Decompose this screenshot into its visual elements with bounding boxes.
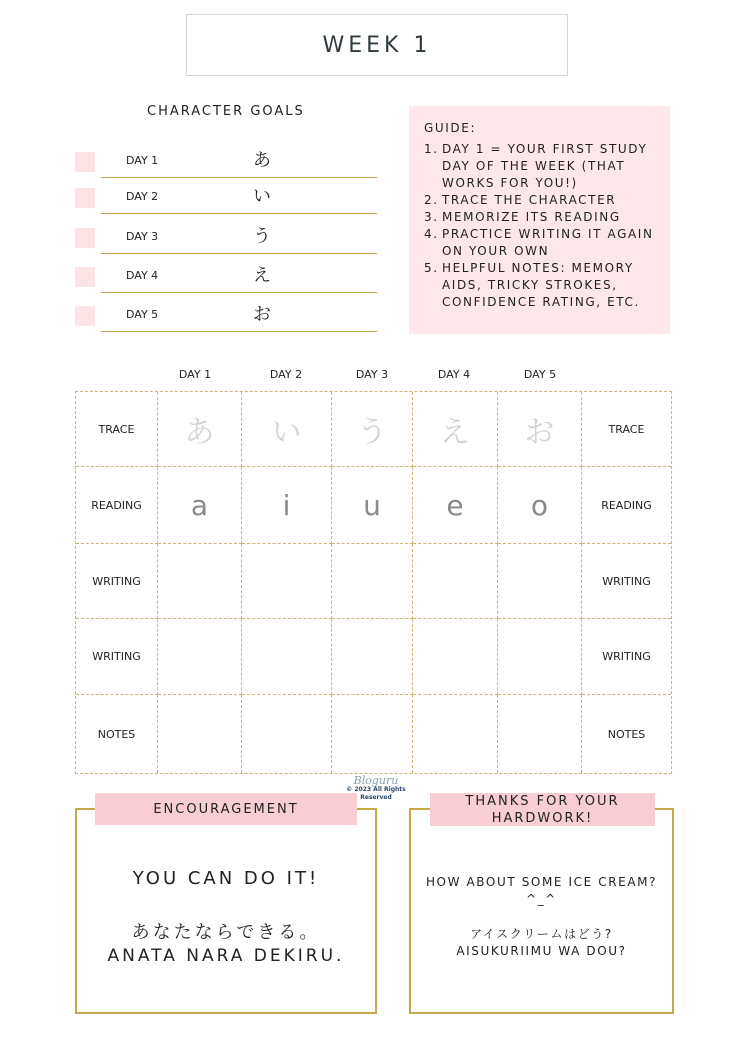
goal-character: い	[253, 186, 271, 207]
row-label-left: TRACE	[76, 392, 158, 467]
goal-character: あ	[253, 150, 271, 171]
reading-cell: i	[242, 467, 332, 544]
encouragement-card	[75, 808, 377, 1014]
guide-item-number: 5.	[424, 261, 439, 275]
table-column-header: DAY 3	[355, 368, 389, 381]
practice-table	[75, 391, 672, 774]
thanks-line: HOW ABOUT SOME ICE CREAM?	[425, 875, 658, 889]
notes-cell[interactable]	[413, 695, 498, 773]
writing-cell[interactable]	[158, 544, 242, 619]
encouragement-romaji: ANATA NARA DEKIRU.	[107, 946, 345, 966]
thanks-card	[409, 808, 674, 1014]
encouragement-japanese: あなたならできる。	[131, 922, 321, 943]
writing-cell[interactable]	[242, 544, 332, 619]
goal-row	[75, 302, 377, 332]
guide-item-number: 2.	[424, 193, 439, 207]
reading-cell: a	[158, 467, 242, 544]
goal-row	[75, 148, 377, 178]
row-label-right: WRITING	[582, 619, 671, 695]
goal-row	[75, 263, 377, 293]
table-column-header: DAY 1	[178, 368, 212, 381]
trace-cell[interactable]: え	[413, 392, 498, 467]
thanks-emoticon: ^_^	[526, 892, 557, 906]
row-label-left: WRITING	[76, 544, 158, 619]
reading-cell: e	[413, 467, 498, 544]
guide-item-text: PRACTICE WRITING IT AGAIN ON YOUR OWN	[442, 227, 654, 258]
copyright-text: © 2023 All Rights Reserved	[346, 786, 406, 801]
row-label-right: WRITING	[582, 544, 671, 619]
page-title: WEEK 1	[186, 14, 568, 76]
reading-cell: o	[498, 467, 582, 544]
writing-cell[interactable]	[498, 544, 582, 619]
goal-checkbox[interactable]	[75, 306, 95, 326]
notes-cell[interactable]	[498, 695, 582, 773]
trace-cell[interactable]: う	[332, 392, 413, 467]
guide-title: GUIDE:	[424, 121, 477, 135]
trace-cell[interactable]: あ	[158, 392, 242, 467]
guide-item-number: 4.	[424, 227, 439, 241]
encouragement-tab: ENCOURAGEMENT	[95, 793, 357, 825]
guide-item-number: 3.	[424, 210, 439, 224]
row-label-left: READING	[76, 467, 158, 544]
goal-checkbox[interactable]	[75, 267, 95, 287]
row-label-right: TRACE	[582, 392, 671, 467]
writing-cell[interactable]	[332, 619, 413, 695]
goal-underline	[101, 292, 377, 293]
guide-item-text: DAY 1 = YOUR FIRST STUDY DAY OF THE WEEK (THAT WORKS FOR YOU!)	[442, 142, 648, 190]
writing-cell[interactable]	[413, 544, 498, 619]
goal-character: う	[253, 226, 271, 247]
goal-day-label: DAY 4	[126, 269, 159, 282]
goal-underline	[101, 331, 377, 332]
notes-cell[interactable]	[242, 695, 332, 773]
notes-cell[interactable]	[158, 695, 242, 773]
guide-item	[424, 260, 656, 311]
goal-day-label: DAY 1	[126, 154, 159, 167]
notes-cell[interactable]	[332, 695, 413, 773]
thanks-romaji: AISUKURIIMU WA DOU?	[456, 944, 627, 958]
row-label-right: READING	[582, 467, 671, 544]
reading-cell: u	[332, 467, 413, 544]
watermark-logo: Bloguru	[353, 774, 399, 787]
goal-checkbox[interactable]	[75, 152, 95, 172]
thanks-japanese: アイスクリームはどう?	[470, 927, 613, 941]
trace-cell[interactable]: い	[242, 392, 332, 467]
guide-item	[424, 192, 656, 209]
goal-day-label: DAY 3	[126, 230, 159, 243]
goal-row	[75, 184, 377, 214]
writing-cell[interactable]	[498, 619, 582, 695]
goal-checkbox[interactable]	[75, 188, 95, 208]
guide-list	[424, 141, 656, 311]
guide-panel	[409, 106, 670, 334]
writing-cell[interactable]	[242, 619, 332, 695]
guide-item-text: TRACE THE CHARACTER	[442, 193, 617, 207]
character-goals-heading: CHARACTER GOALS	[147, 104, 305, 119]
trace-cell[interactable]: お	[498, 392, 582, 467]
table-column-header: DAY 5	[523, 368, 557, 381]
goal-day-label: DAY 2	[126, 190, 159, 203]
goal-underline	[101, 177, 377, 178]
guide-item-number: 1.	[424, 142, 439, 156]
goal-row	[75, 224, 377, 254]
guide-item-text: HELPFUL NOTES: MEMORY AIDS, TRICKY STROKES, CONFIDENCE RATING, ETC.	[442, 261, 640, 309]
row-label-left: WRITING	[76, 619, 158, 695]
writing-cell[interactable]	[158, 619, 242, 695]
goal-character: え	[253, 265, 271, 286]
guide-item-text: MEMORIZE ITS READING	[442, 210, 621, 224]
writing-cell[interactable]	[413, 619, 498, 695]
guide-item	[424, 226, 656, 260]
guide-item	[424, 209, 656, 226]
row-label-right: NOTES	[607, 727, 646, 741]
table-column-header: DAY 4	[437, 368, 471, 381]
table-column-header: DAY 2	[269, 368, 303, 381]
goal-day-label: DAY 5	[126, 308, 159, 321]
encouragement-line: YOU CAN DO IT!	[132, 868, 320, 889]
thanks-tab: THANKS FOR YOUR HARDWORK!	[430, 793, 655, 826]
goal-underline	[101, 213, 377, 214]
goal-character: お	[253, 304, 271, 325]
writing-cell[interactable]	[332, 544, 413, 619]
guide-item	[424, 141, 656, 192]
goal-underline	[101, 253, 377, 254]
row-label-left: NOTES	[76, 695, 158, 773]
goal-checkbox[interactable]	[75, 228, 95, 248]
